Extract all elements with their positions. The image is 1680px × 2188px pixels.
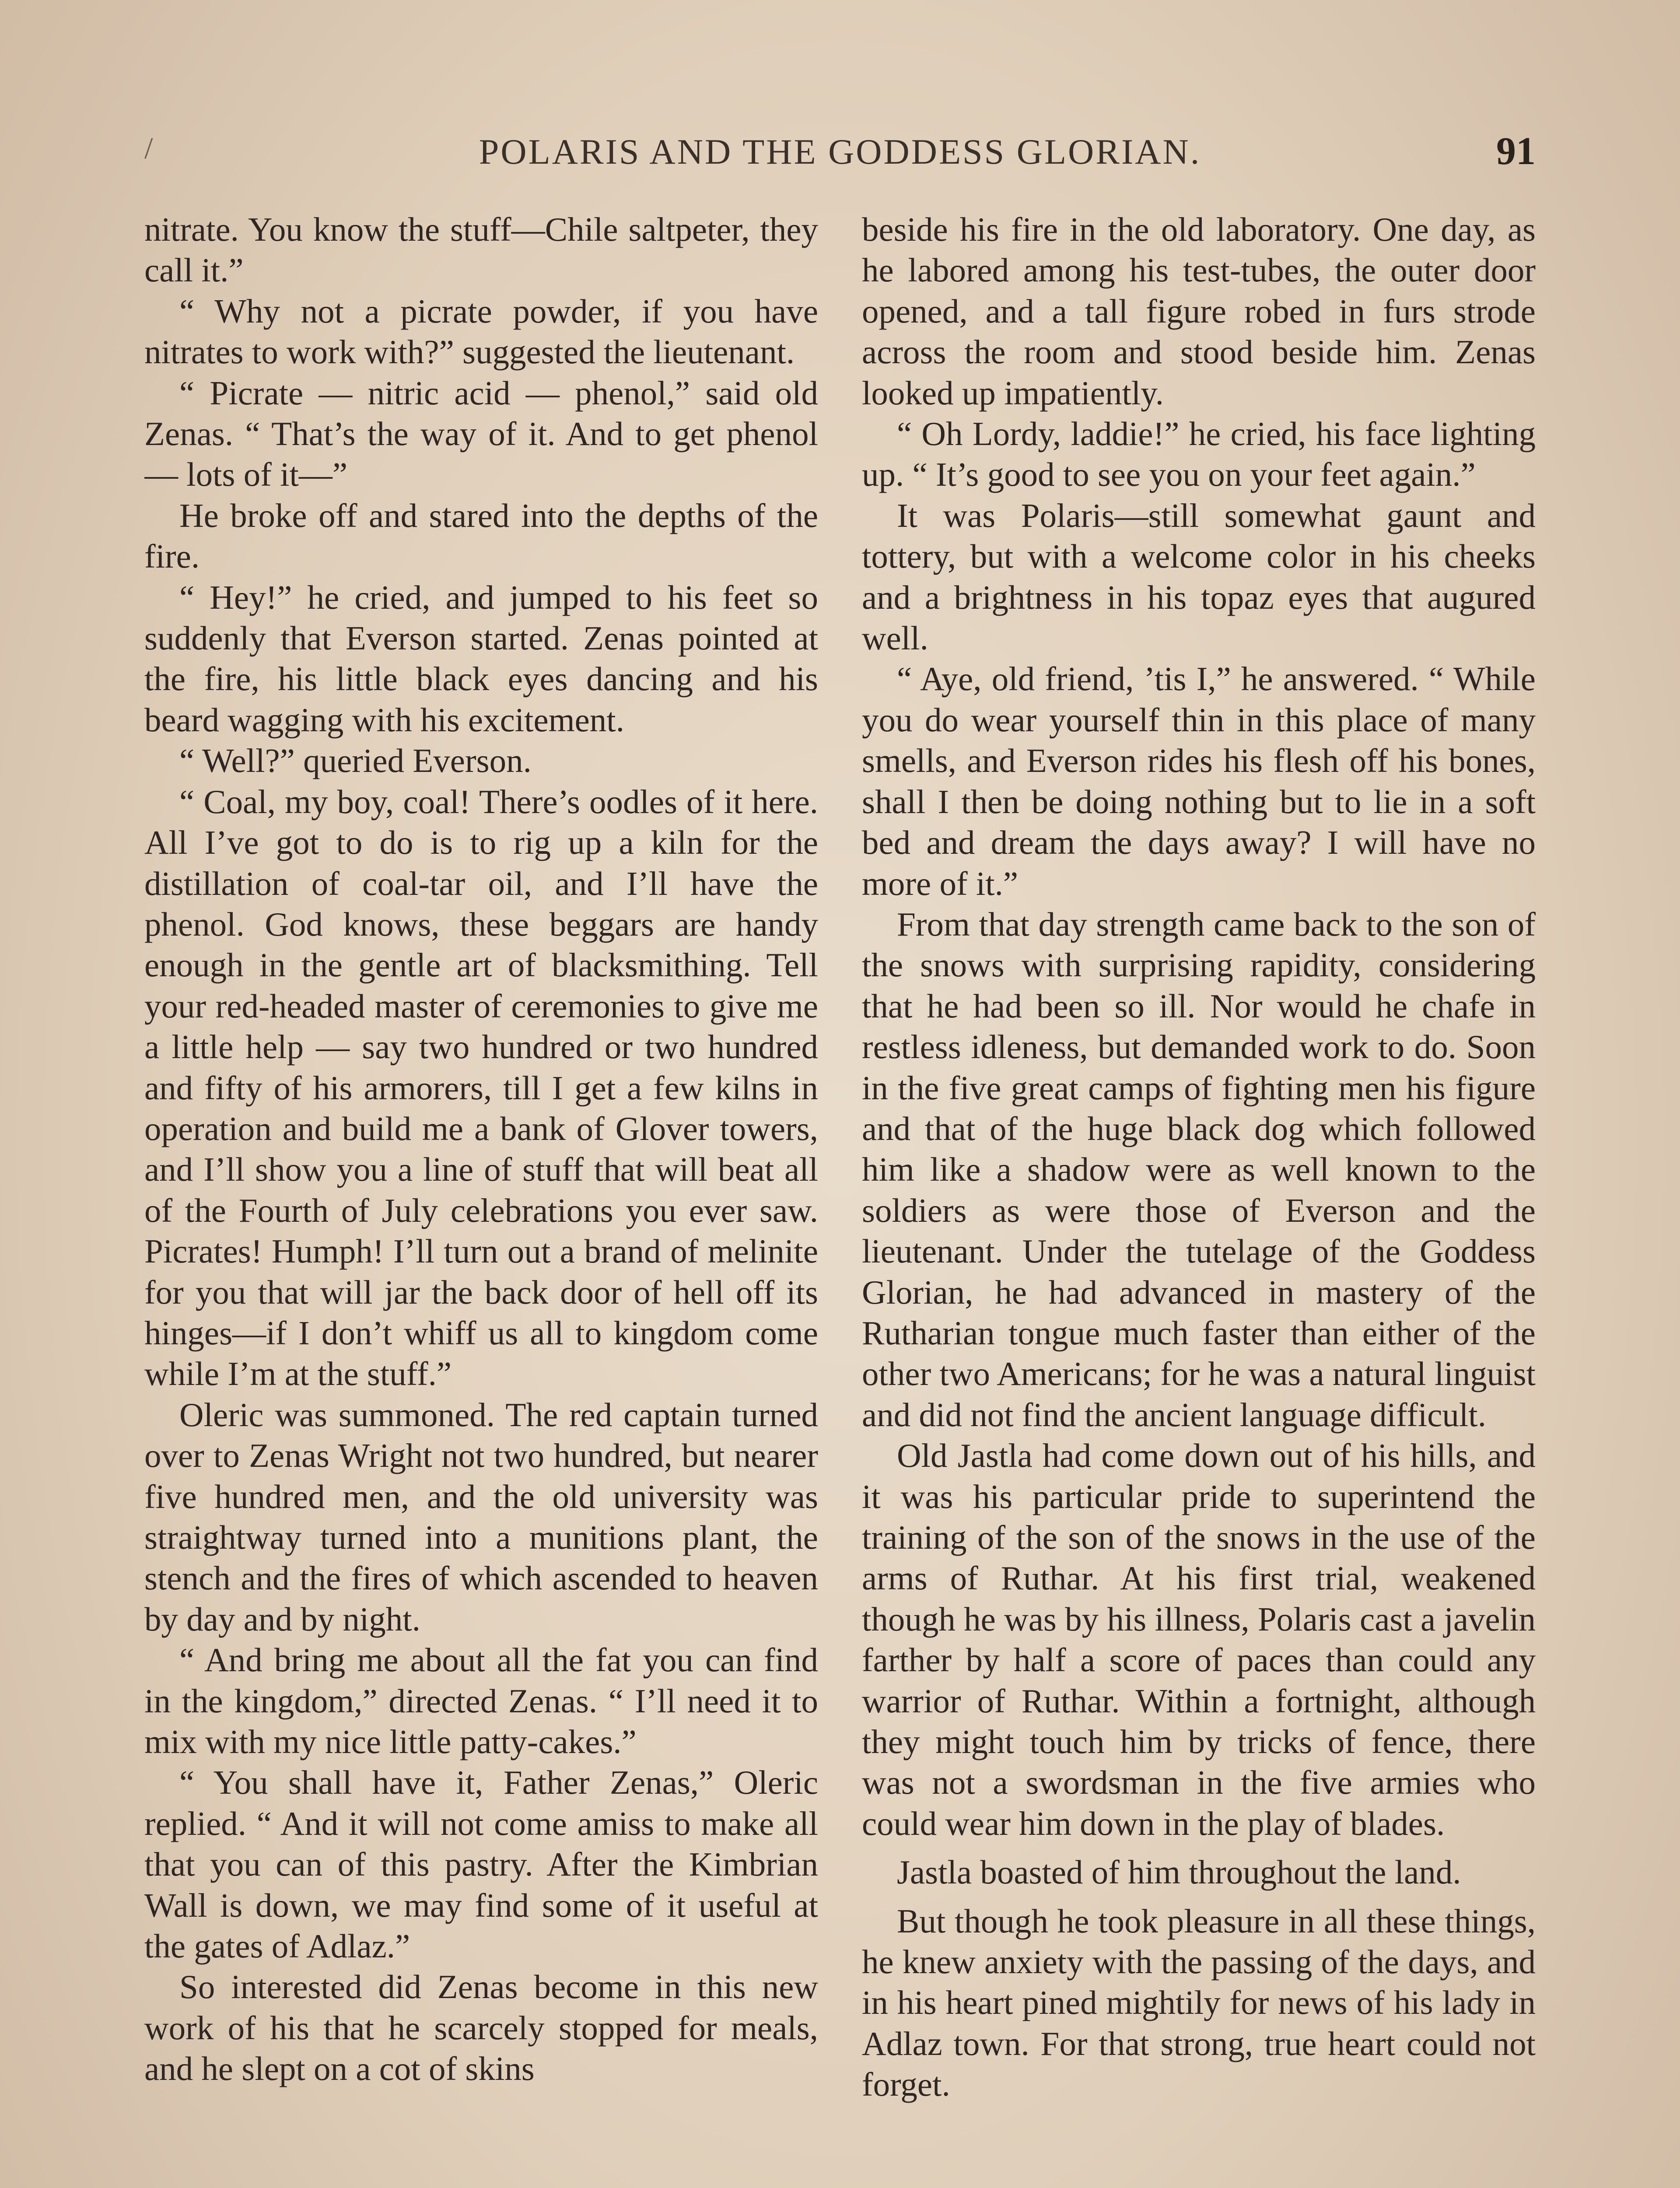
text-columns bbox=[144, 209, 1536, 2188]
paragraph: “ Well?” queried Everson. bbox=[179, 742, 532, 780]
paragraph: But though he took pleasure in all these things, he knew anxiety with the passing of the days, and in his heart pined mightily for news of his lady in Adlaz town. For that strong, true heart could not forget. bbox=[862, 1902, 1536, 2104]
paragraph: From that day strength came back to the son of the snows with surprising rapidity, considering that he had been so ill. Nor would he chafe in restless idleness, but demanded work to do. Soon in the five great camps of fighting men his figure and that of the huge black dog which followed him like a shadow were as well known to the soldiers as were those of Everson and the lieutenant. Under the tutelage of the Goddess Glorian, he had advanced in mastery of the Rutharian tongue much faster than either of the other two Americans; for he was a natural linguist and did not find the ancient language difficult. bbox=[862, 905, 1536, 1434]
paragraph: beside his fire in the old laboratory. One day, as he labored among his test-tubes, the outer door opened, and a tall figure robed in furs strode across the room and stood beside him. Zenas looked up impatiently. bbox=[862, 210, 1536, 412]
right-column bbox=[862, 209, 1536, 2188]
paragraph: He broke off and stared into the depths of the fire. bbox=[144, 496, 818, 575]
paragraph: Oleric was summoned. The red captain turned over to Zenas Wright not two hundred, but nearer five hundred men, and the old university was straightway turned into a munitions plant, the stench and the fires of which ascended to heaven by day and by night. bbox=[144, 1396, 818, 1638]
margin-mark: / bbox=[144, 132, 153, 165]
paragraph: So interested did Zenas become in this new work of his that he scarcely stopped for meals, and he slept on a cot of skins bbox=[144, 1968, 818, 2088]
paragraph: “ And bring me about all the fat you can find in the kingdom,” directed Zenas. “ I’ll need it to mix with my nice little patty-cakes.” bbox=[144, 1641, 818, 1761]
paragraph: “ Oh Lordy, laddie!” he cried, his face lighting up. “ It’s good to see you on your feet again.” bbox=[862, 415, 1536, 494]
paragraph: Jastla boasted of him throughout the land. bbox=[897, 1853, 1461, 1891]
paragraph: “ Aye, old friend, ’tis I,” he answered. “ While you do wear yourself thin in this place of many smells, and Everson rides his flesh off his bones, shall I then be doing nothing but to lie in a soft bed and dream the days away? I will have no more of it.” bbox=[862, 660, 1536, 902]
paragraph: “ Picrate — nitric acid — phenol,” said old Zenas. “ That’s the way of it. And to get phenol — lots of it—” bbox=[144, 374, 818, 494]
paragraph: “ You shall have it, Father Zenas,” Oleric replied. “ And it will not come amiss to make all that you can of this pastry. After the Kimbrian Wall is down, we may find some of it useful at the gates of Adlaz.” bbox=[144, 1764, 818, 1965]
paragraph: “ Hey!” he cried, and jumped to his feet so suddenly that Everson started. Zenas pointed at the fire, his little black eyes dancing and his beard wagging with his excitement. bbox=[144, 578, 818, 739]
paragraph: “ Coal, my boy, coal! There’s oodles of it here. All I’ve got to do is to rig up a kiln for the distillation of coal-tar oil, and I’ll have the phenol. God knows, these beggars are handy enough in the gentle art of blacksmithing. Tell your red-headed master of ceremonies to give me a little help — say two hundred or two hundred and fifty of his armorers, till I get a few kilns in operation and build me a bank of Glover towers, and I’ll show you a line of stuff that will beat all of the Fourth of July celebrations you ever saw. Picrates! Humph! I’ll turn out a brand of melinite for you that will jar the back door of hell off its hinges—if I don’t whiff us all to kingdom come while I’m at the stuff.” bbox=[144, 782, 818, 1393]
page-number: 91 bbox=[1496, 130, 1536, 173]
paragraph: It was Polaris—still somewhat gaunt and tottery, but with a welcome color in his cheeks and a brightness in his topaz eyes that augured well. bbox=[862, 496, 1536, 657]
left-column bbox=[144, 209, 818, 2188]
paragraph: Old Jastla had come down out of his hills, and it was his particular pride to superintend the training of the son of the snows in the use of the arms of Ruthar. At his first trial, weakened though he was by his illness, Polaris cast a javelin farther by half a score of paces than could any warrior of Ruthar. Within a fortnight, although they might touch him by tricks of fence, there was not a swordsman in the five armies who could wear him down in the play of blades. bbox=[862, 1437, 1536, 1842]
running-title: POLARIS AND THE GODDESS GLORIAN. bbox=[479, 132, 1201, 172]
paragraph: “ Why not a picrate powder, if you have nitrates to work with?” suggested the lieutenant. bbox=[144, 292, 818, 371]
page-header bbox=[144, 131, 1536, 184]
paragraph: nitrate. You know the stuff—Chile saltpeter, they call it.” bbox=[144, 210, 818, 289]
